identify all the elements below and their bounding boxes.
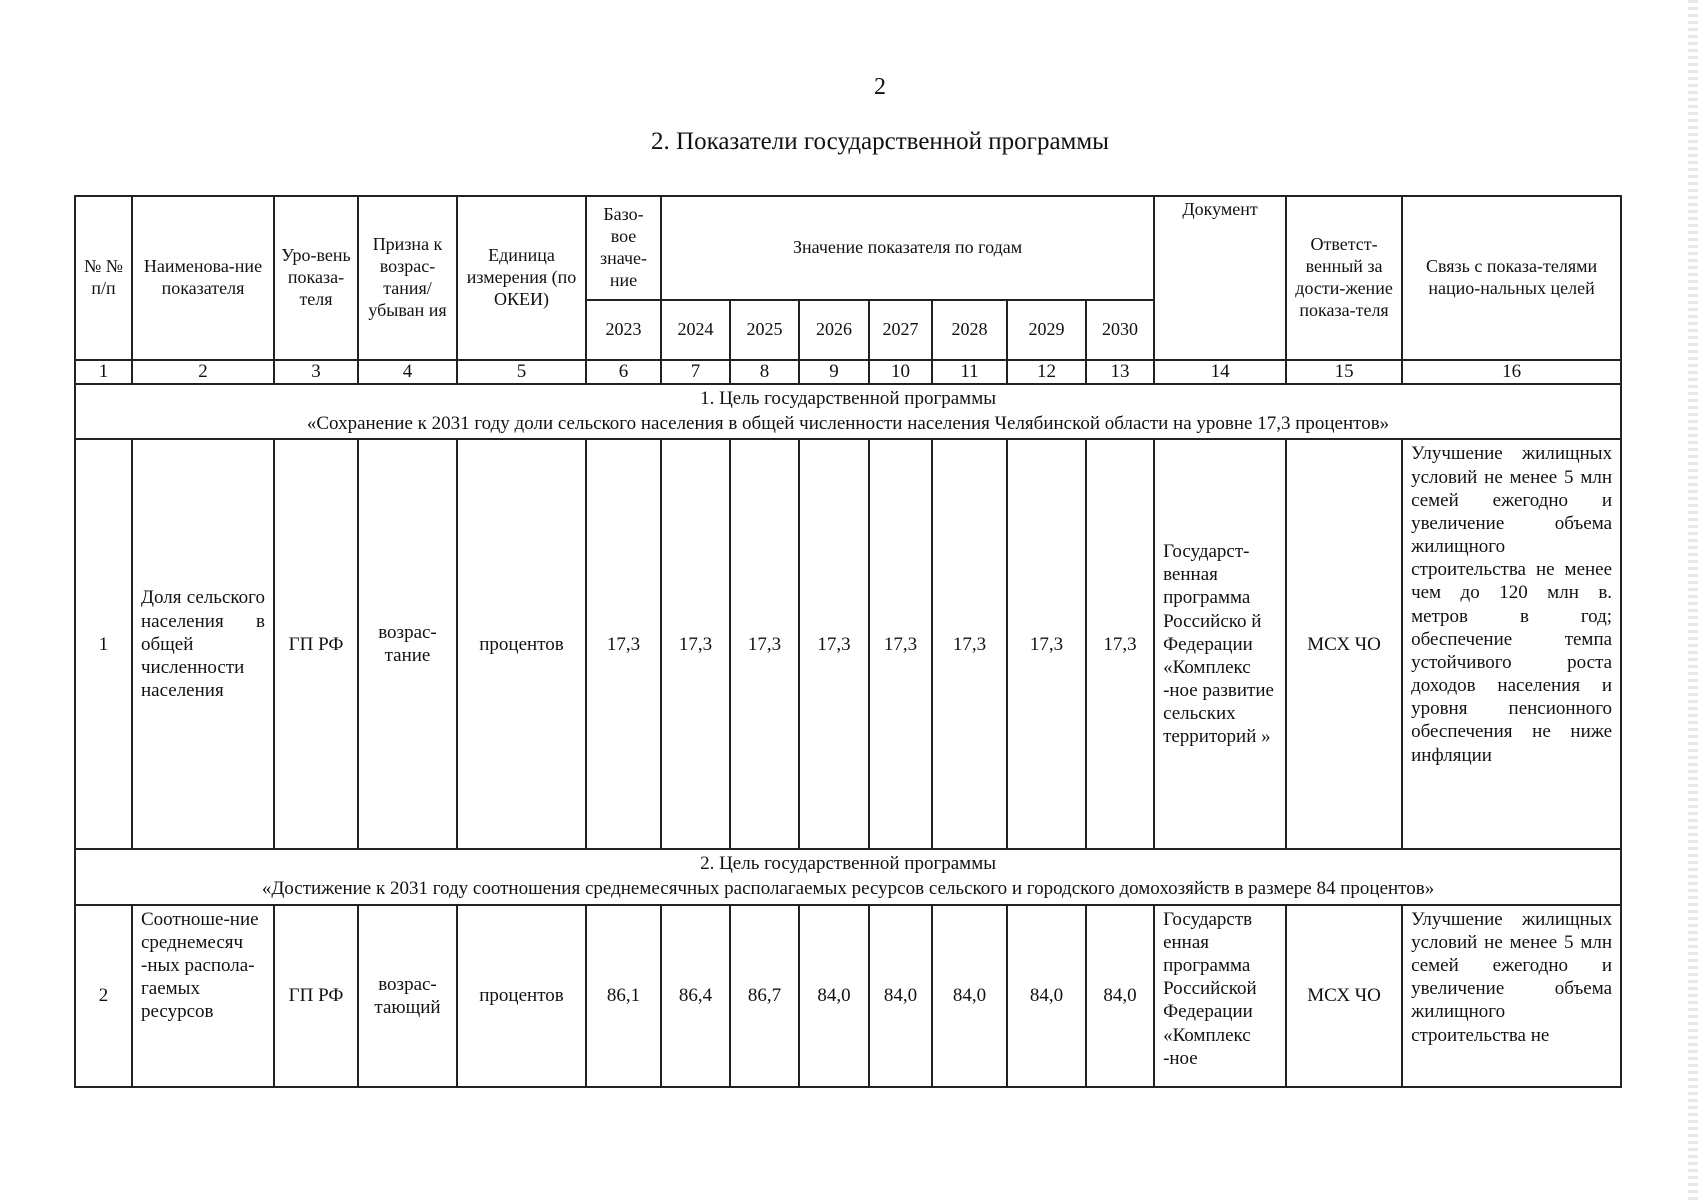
header-name: Наименова-ние показателя (132, 196, 274, 360)
indicator-sign: возрас-тание (358, 439, 457, 849)
indicator-link: Улучшение жилищных условий не менее 5 млн семей ежегодно и увеличение объема жилищного строительства не менее чем до 120 млн в. метров в год; обеспечение темпа устойчивого роста доходов населения и уровня пенсионного обеспечения не ниже инфляции (1402, 439, 1621, 849)
value-2026: 17,3 (799, 439, 869, 849)
row-number: 2 (75, 905, 132, 1087)
indicator-name: Соотноше-ние среднемесяч -ных распола-гаемых ресурсов (132, 905, 274, 1087)
column-number: 16 (1402, 360, 1621, 384)
value-2028: 84,0 (932, 905, 1007, 1087)
value-2025: 86,7 (730, 905, 799, 1087)
table-row (75, 905, 1621, 1087)
header-num: № № п/п (75, 196, 132, 360)
column-number: 11 (932, 360, 1007, 384)
goal-text: «Сохранение к 2031 году доли сельского населения в общей численности населения Челябинской области на уровне 17,3 процентов» (306, 412, 1390, 434)
indicators-table-container (74, 195, 1620, 1088)
indicator-responsible: МСХ ЧО (1286, 905, 1402, 1087)
indicator-document: Государст-венная программа Российско й Федерации «Комплекс -ное развитие сельских территорий » (1154, 439, 1286, 849)
value-2023: 86,1 (586, 905, 661, 1087)
header-responsible: Ответст-венный за дости-жение показа-теля (1286, 196, 1402, 360)
goal-cell (75, 849, 1621, 904)
indicator-unit: процентов (457, 439, 586, 849)
goal-row (75, 384, 1621, 439)
value-2029: 17,3 (1007, 439, 1086, 849)
column-number: 4 (358, 360, 457, 384)
header-level: Уро-вень показа-теля (274, 196, 358, 360)
column-number: 15 (1286, 360, 1402, 384)
column-number: 14 (1154, 360, 1286, 384)
header-link: Связь с показа-телями нацио-нальных целей (1402, 196, 1621, 360)
scan-edge-stripe (1688, 0, 1698, 1200)
value-2026: 84,0 (799, 905, 869, 1087)
goal-cell (75, 384, 1621, 439)
column-number: 13 (1086, 360, 1154, 384)
page-number: 2 (874, 74, 886, 100)
header-unit: Единица измерения (по ОКЕИ) (457, 196, 586, 360)
header-year-2024: 2024 (661, 300, 730, 360)
column-number: 6 (586, 360, 661, 384)
indicator-responsible: МСХ ЧО (1286, 439, 1402, 849)
indicator-level: ГП РФ (274, 439, 358, 849)
header-years-group: Значение показателя по годам (661, 196, 1154, 300)
value-2023: 17,3 (586, 439, 661, 849)
value-2028: 17,3 (932, 439, 1007, 849)
header-year-2025: 2025 (730, 300, 799, 360)
value-2027: 84,0 (869, 905, 932, 1087)
column-number: 3 (274, 360, 358, 384)
goal-heading: 2. Цель государственной программы (700, 853, 996, 875)
goal-heading: 1. Цель государственной программы (700, 388, 996, 409)
indicator-link: Улучшение жилищных условий не менее 5 млн семей ежегодно и увеличение объема жилищного строительства не (1402, 905, 1621, 1087)
column-number: 2 (132, 360, 274, 384)
value-2027: 17,3 (869, 439, 932, 849)
column-number: 12 (1007, 360, 1086, 384)
value-2024: 86,4 (661, 905, 730, 1087)
header-year-2023: 2023 (586, 300, 661, 360)
header-sign: Призна к возрас-тания/ убыван ия (358, 196, 457, 360)
header-base: Базо-вое значе-ние (586, 196, 661, 300)
header-document: Документ (1154, 196, 1286, 360)
column-number: 7 (661, 360, 730, 384)
column-number: 8 (730, 360, 799, 384)
column-number: 10 (869, 360, 932, 384)
header-year-2029: 2029 (1007, 300, 1086, 360)
goal-text: «Достижение к 2031 году соотношения среднемесячных располагаемых ресурсов сельского и городского домохозяйств в размере 84 процентов» (261, 878, 1435, 900)
indicator-name: Доля сельского населения в общей численности населения (132, 439, 274, 849)
header-year-2027: 2027 (869, 300, 932, 360)
value-2024: 17,3 (661, 439, 730, 849)
indicators-table (74, 195, 1622, 1088)
indicator-document: Государств енная программа Российской Федерации «Комплекс -ное (1154, 905, 1286, 1087)
value-2025: 17,3 (730, 439, 799, 849)
table-row (75, 439, 1621, 849)
header-year-2028: 2028 (932, 300, 1007, 360)
row-number: 1 (75, 439, 132, 849)
header-year-2030: 2030 (1086, 300, 1154, 360)
value-2030: 84,0 (1086, 905, 1154, 1087)
page-title: 2. Показатели государственной программы (651, 128, 1109, 155)
indicator-unit: процентов (457, 905, 586, 1087)
header-year-2026: 2026 (799, 300, 869, 360)
goal-row (75, 849, 1621, 904)
column-number-row (75, 360, 1621, 384)
indicator-sign: возрас-тающий (358, 905, 457, 1087)
indicator-level: ГП РФ (274, 905, 358, 1087)
column-number: 1 (75, 360, 132, 384)
column-number: 5 (457, 360, 586, 384)
value-2029: 84,0 (1007, 905, 1086, 1087)
value-2030: 17,3 (1086, 439, 1154, 849)
column-number: 9 (799, 360, 869, 384)
